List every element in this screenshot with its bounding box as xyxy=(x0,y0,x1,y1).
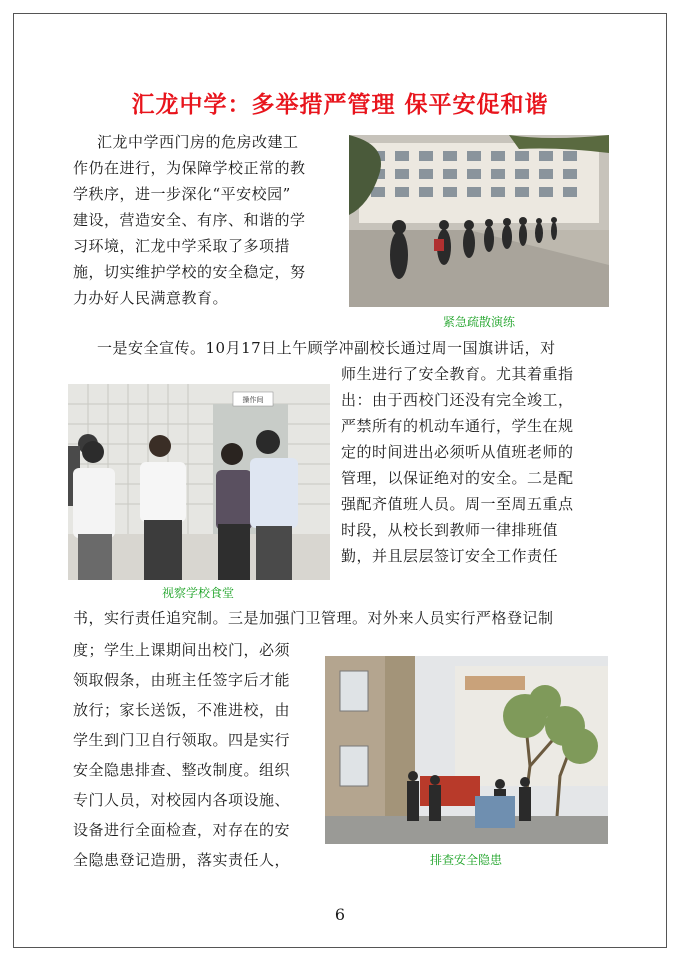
text-line: 勤，并且层层签订安全工作责任 xyxy=(341,547,559,565)
text-line: 安全隐患排查、整改制度。组织 xyxy=(73,761,291,779)
text-line: 定的时间进出必须听从值班老师的 xyxy=(341,443,574,461)
safety-inspection-photo xyxy=(325,656,608,844)
text-line: 时段，从校长到教师一律排班值 xyxy=(341,521,559,539)
safety-inspection-caption: 排查安全隐患 xyxy=(429,853,502,867)
page-number: 6 xyxy=(334,905,346,924)
text-line: 出：由于西校门还没有完全竣工， xyxy=(341,391,574,409)
kitchen-door-sign: 操作间 xyxy=(242,396,264,404)
text-line: 师生进行了安全教育。尤其着重指 xyxy=(341,365,574,383)
article-title: 汇龙中学：多举措严管理 保平安促和谐 xyxy=(131,91,549,118)
evacuation-drill-photo xyxy=(349,135,609,307)
text-line: 力办好人民满意教育。 xyxy=(73,289,229,307)
text-line: 领取假条，由班主任签字后才能 xyxy=(73,671,291,689)
text-line: 专门人员，对校园内各项设施、 xyxy=(73,791,291,809)
text-line: 汇龙中学西门房的危房改建工 xyxy=(97,133,299,151)
text-line: 书，实行责任追究制。三是加强门卫管理。对外来人员实行严格登记制 xyxy=(73,609,554,627)
text-line: 放行；家长送饭，不准进校，由 xyxy=(73,701,291,719)
text-line: 管理，以保证绝对的安全。二是配 xyxy=(341,469,574,487)
text-line: 学生到门卫自行领取。四是实行 xyxy=(73,731,291,749)
text-line: 严禁所有的机动车通行，学生在规 xyxy=(341,417,574,435)
text-line: 施，切实维护学校的安全稳定，努 xyxy=(73,263,306,281)
text-line: 设备进行全面检查，对存在的安 xyxy=(73,821,291,839)
text-line: 一是安全宣传。10月17日上午顾学冲副校长通过周一国旗讲话，对 xyxy=(97,339,556,357)
text-line: 强配齐值班人员。周一至周五重点 xyxy=(341,495,574,513)
evacuation-drill-caption: 紧急疏散演练 xyxy=(442,315,515,329)
text-line: 作仍在进行，为保障学校正常的教 xyxy=(73,159,306,177)
text-line: 全隐患登记造册，落实责任人， xyxy=(73,851,291,869)
canteen-inspection-photo xyxy=(68,384,330,580)
text-line: 习环境，汇龙中学采取了多项措 xyxy=(73,237,291,255)
text-line: 建设，营造安全、有序、和谐的学 xyxy=(73,211,306,229)
canteen-inspection-caption: 视察学校食堂 xyxy=(161,586,234,600)
text-line: 学秩序，进一步深化“平安校园” xyxy=(73,185,291,203)
text-line: 度；学生上课期间出校门，必须 xyxy=(73,641,291,659)
